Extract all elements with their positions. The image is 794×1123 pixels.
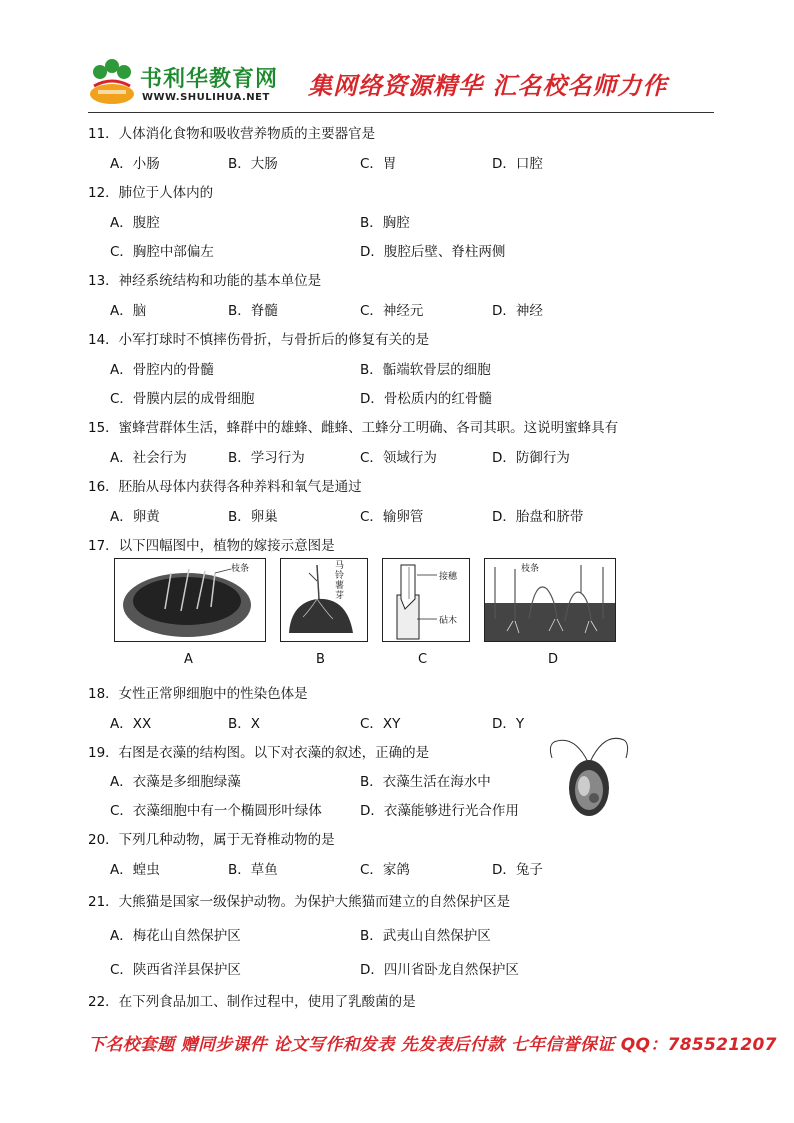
option: C．XY	[360, 716, 401, 732]
option: A．社会行为	[110, 450, 187, 466]
figure-caption-c: C	[418, 652, 428, 667]
option: B．草鱼	[228, 862, 278, 878]
option: B．武夷山自然保护区	[360, 928, 491, 944]
site-logo-icon	[88, 56, 136, 106]
option: C．胸腔中部偏左	[110, 244, 214, 260]
figure-caption-d: D	[548, 652, 559, 667]
question-14: 14．小军打球时不慎摔伤骨折，与骨折后的修复有关的是	[88, 332, 430, 348]
option: B．衣藻生活在海水中	[360, 774, 491, 790]
label-branch-d: 枝条	[521, 564, 540, 574]
option: A．衣藻是多细胞绿藻	[110, 774, 241, 790]
figure-graft	[382, 558, 470, 642]
option: A．梅花山自然保护区	[110, 928, 241, 944]
page-header	[88, 56, 714, 114]
question-16: 16．胚胎从母体内获得各种养料和氧气是通过	[88, 479, 362, 495]
option: D．神经	[492, 303, 543, 319]
figure-caption-a: A	[184, 652, 193, 667]
option: A．卵黄	[110, 509, 160, 525]
option: C．衣藻细胞中有一个椭圆形叶绿体	[110, 803, 322, 819]
option: B．脊髓	[228, 303, 278, 319]
option: B．骺端软骨层的细胞	[360, 362, 491, 378]
question-17: 17．以下四幅图中，植物的嫁接示意图是	[88, 538, 335, 554]
question-13: 13．神经系统结构和功能的基本单位是	[88, 273, 322, 289]
figure-layering	[484, 558, 616, 642]
label-rootstock: 砧木	[439, 616, 458, 626]
option: D．防御行为	[492, 450, 570, 466]
option: C．胃	[360, 156, 397, 172]
option: C．输卵管	[360, 509, 424, 525]
question-20: 20．下列几种动物，属于无脊椎动物的是	[88, 832, 335, 848]
option: A．小肠	[110, 156, 160, 172]
brand-name: 书利华教育网	[140, 67, 279, 92]
footer-ad: 下名校套题 赠同步课件 论文写作和发表 先发表后付款 七年信誉保证 QQ：785521207	[88, 1035, 777, 1055]
layering-plant-icon	[485, 559, 615, 641]
option: B．X	[228, 716, 261, 732]
option: C．家鸽	[360, 862, 410, 878]
option: B．胸腔	[360, 215, 410, 231]
option: D．兔子	[492, 862, 543, 878]
figure-caption-b: B	[316, 652, 325, 667]
option: A．骨腔内的骨髓	[110, 362, 214, 378]
option: D．腹腔后壁、脊柱两侧	[360, 244, 506, 260]
question-12: 12．肺位于人体内的	[88, 185, 214, 201]
option: B．学习行为	[228, 450, 305, 466]
question-11: 11．人体消化食物和吸收营养物质的主要器官是	[88, 126, 376, 142]
figure-potato	[280, 558, 368, 642]
option: D．口腔	[492, 156, 543, 172]
option: B．卵巢	[228, 509, 278, 525]
option: A．脑	[110, 303, 147, 319]
header-divider	[88, 112, 714, 113]
potato-sprout-icon	[281, 559, 367, 641]
option: A．XX	[110, 716, 152, 732]
question-15: 15．蜜蜂营群体生活，蜂群中的雄蜂、雌蜂、工蜂分工明确、各司其职。这说明蜜蜂具有	[88, 420, 619, 436]
option: C．陕西省洋县保护区	[110, 962, 241, 978]
option: B．大肠	[228, 156, 278, 172]
question-18: 18．女性正常卵细胞中的性染色体是	[88, 686, 308, 702]
option: D．Y	[492, 716, 525, 732]
option: D．衣藻能够进行光合作用	[360, 803, 519, 819]
option: C．骨膜内层的成骨细胞	[110, 391, 255, 407]
option: D．胎盘和脐带	[492, 509, 584, 525]
chlamydomonas-icon	[544, 728, 634, 820]
option: A．腹腔	[110, 215, 160, 231]
brand-url: WWW.SHULIHUA.NET	[142, 92, 270, 103]
option: D．四川省卧龙自然保护区	[360, 962, 519, 978]
label-scion: 接穗	[439, 572, 458, 582]
figure-cutting	[114, 558, 266, 642]
question-21: 21．大熊猫是国家一级保护动物。为保护大熊猫而建立的自然保护区是	[88, 894, 511, 910]
question-19: 19．右图是衣藻的结构图。以下对衣藻的叙述，正确的是	[88, 745, 430, 761]
option: A．蝗虫	[110, 862, 160, 878]
option: C．神经元	[360, 303, 424, 319]
option: D．骨松质内的红骨髓	[360, 391, 492, 407]
option: C．领域行为	[360, 450, 437, 466]
label-potato-sprout: 马铃薯芽	[335, 561, 345, 601]
header-slogan: 集网络资源精华 汇名校名师力作	[308, 72, 668, 100]
question-22: 22．在下列食品加工、制作过程中，使用了乳酸菌的是	[88, 994, 416, 1010]
label-branch-a: 枝条	[231, 564, 250, 574]
